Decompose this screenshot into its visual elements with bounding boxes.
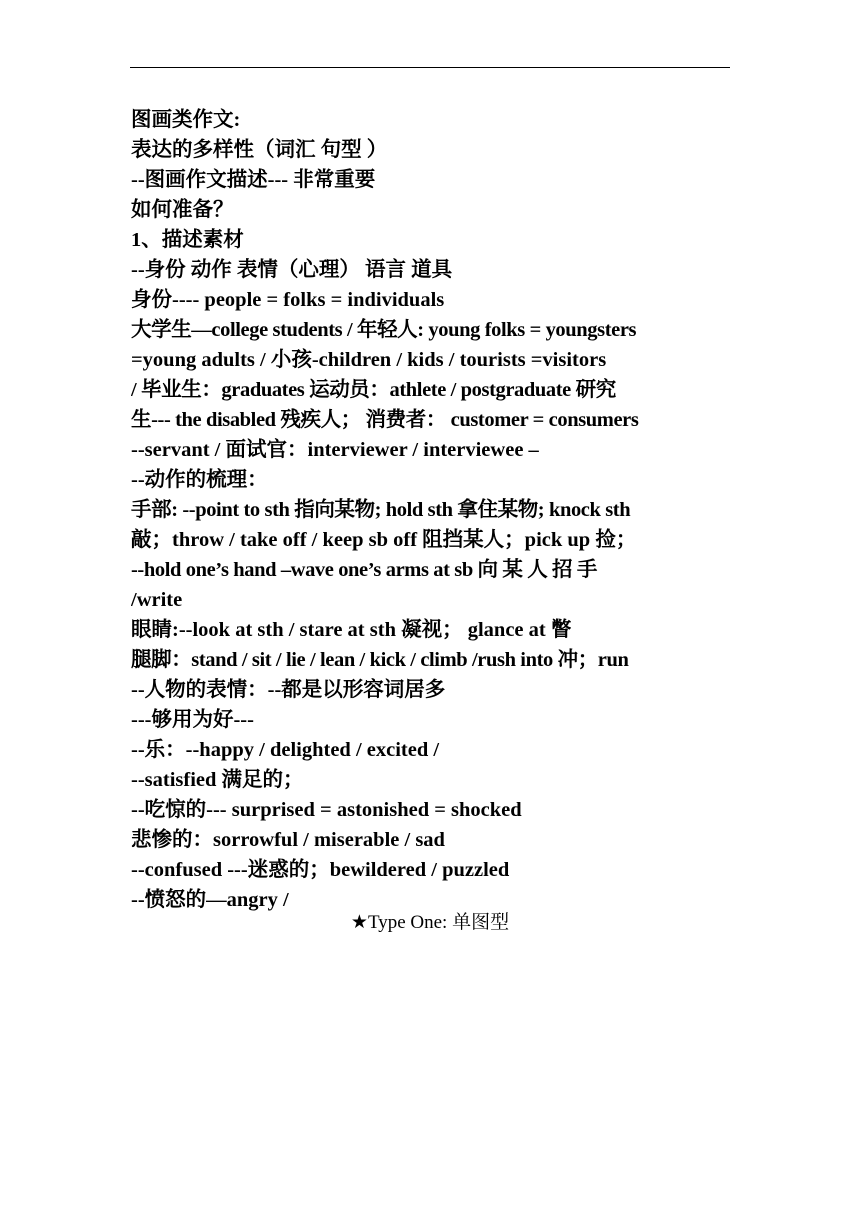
text-line: --confused ---迷惑的；bewildered / puzzled: [131, 859, 510, 881]
text-line: --愤怒的—angry /: [131, 889, 289, 911]
text-line: 眼睛:--look at sth / stare at sth 凝视； glance at 瞥: [131, 619, 572, 641]
text-line: 手部: --point to sth 指向某物; hold sth 拿住某物; knock sth: [131, 499, 631, 521]
text-line: --身份 动作 表情（心理） 语言 道具: [131, 259, 453, 281]
document-body: [131, 105, 731, 915]
text-line: --乐：--happy / delighted / excited /: [131, 739, 440, 761]
text-line: 表达的多样性（词汇 句型 ）: [131, 139, 388, 161]
text-line: 腿脚：stand / sit / lie / lean / kick / climb /rush into 冲；run: [131, 649, 629, 671]
text-line: 如何准备？: [131, 199, 234, 221]
text-line: --吃惊的--- surprised = astonished = shocked: [131, 799, 522, 821]
text-line: 图画类作文:: [131, 109, 241, 131]
text-line: / 毕业生：graduates 运动员：athlete / postgraduate 研究: [131, 379, 616, 401]
text-line: --人物的表情：--都是以形容词居多: [131, 679, 446, 701]
text-line: =young adults / 小孩-children / kids / tourists =visitors: [131, 349, 607, 371]
text-line: --satisfied 满足的；: [131, 769, 304, 791]
text-line: --动作的梳理：: [131, 469, 268, 491]
text-line: 敲；throw / take off / keep sb off 阻挡某人；pick up 捡；: [131, 529, 637, 551]
text-line: 1、描述素材: [131, 229, 244, 251]
text-line: --hold one’s hand –wave one’s arms at sb 向 某 人 招 手: [131, 559, 597, 581]
text-line: 悲惨的：sorrowful / miserable / sad: [131, 829, 445, 851]
text-line: --图画作文描述--- 非常重要: [131, 169, 376, 191]
figure-caption: ★Type One: 单图型: [350, 912, 510, 933]
text-line: 身份---- people = folks = individuals: [131, 289, 445, 311]
text-line: /write: [131, 589, 183, 611]
text-line: 生--- the disabled 残疾人； 消费者： customer = consumers: [131, 409, 639, 431]
header-rule: [130, 67, 730, 68]
text-line: --servant / 面试官：interviewer / interviewee –: [131, 439, 539, 461]
text-line: 大学生—college students / 年轻人: young folks = youngsters: [131, 319, 637, 341]
text-line: ---够用为好---: [131, 709, 254, 731]
